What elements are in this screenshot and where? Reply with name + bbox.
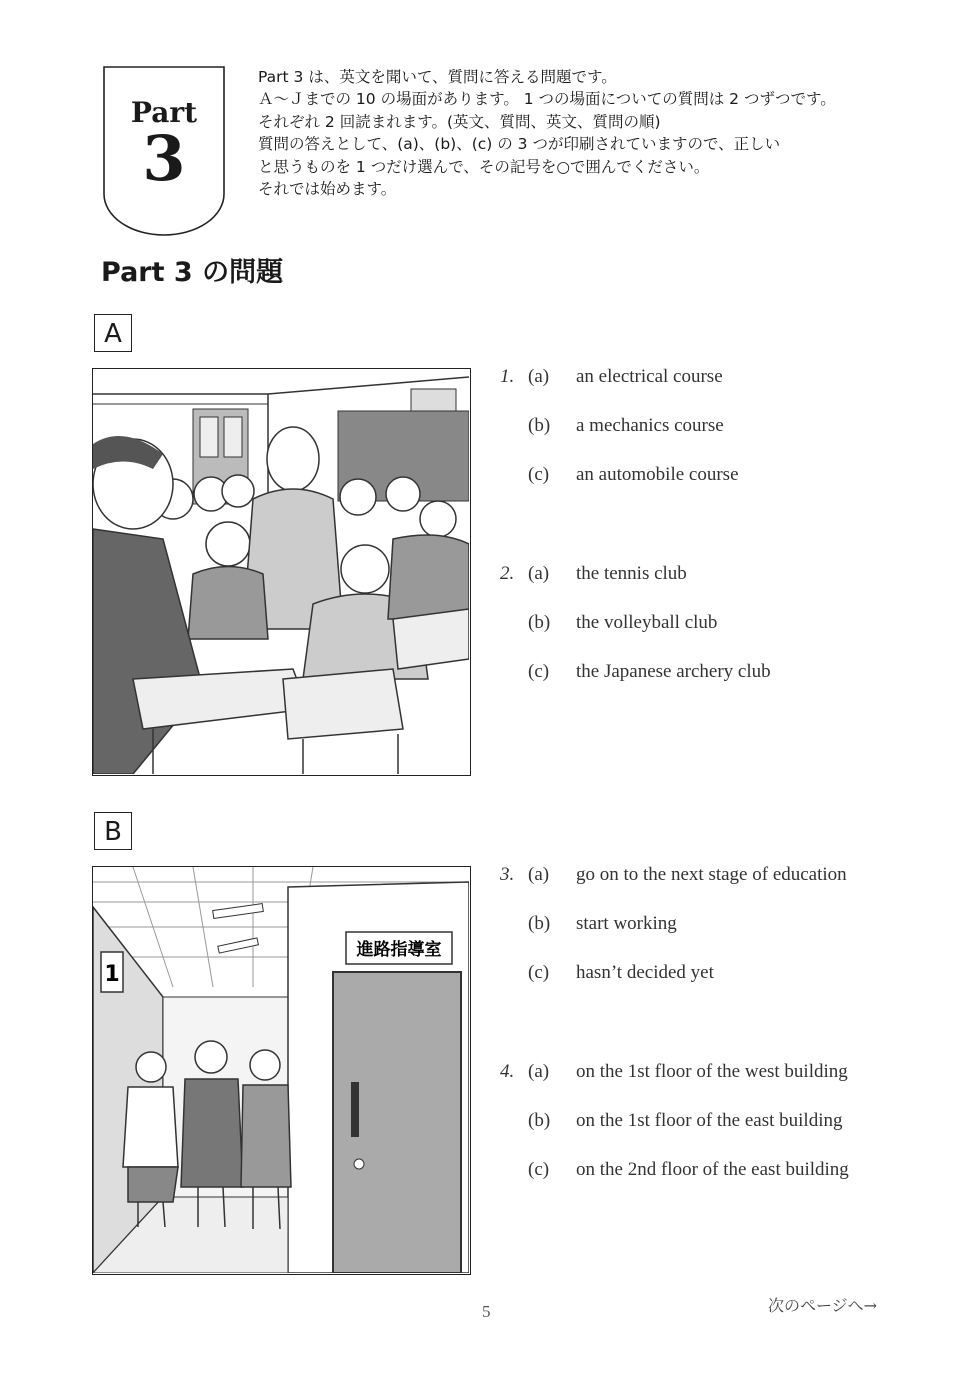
question-number: 3. — [500, 864, 515, 885]
question-number: 4. — [500, 1061, 515, 1082]
option-letter: (c) — [528, 464, 550, 485]
instruction-line: それでは始めます。 — [258, 180, 397, 199]
option-letter: (a) — [528, 1061, 550, 1082]
hallway-illustration — [92, 866, 471, 1275]
question-number: 1. — [500, 366, 515, 387]
section-heading: Part 3 の問題 — [101, 257, 284, 288]
option-text: go on to the next stage of education — [576, 864, 847, 885]
floor-sign: 1 — [104, 962, 120, 987]
classroom-drawing — [93, 369, 469, 774]
instruction-line: 質問の答えとして、(a)、(b)、(c) の 3 つが印刷されていますので、正しい — [258, 135, 781, 154]
option-text: on the 1st floor of the east building — [576, 1110, 843, 1131]
question-number: 2. — [500, 563, 515, 584]
option-letter: (c) — [528, 962, 550, 983]
option-letter: (b) — [528, 913, 551, 934]
option-text: the Japanese archery club — [576, 661, 771, 682]
instructions — [258, 66, 958, 200]
badge-number: 3 — [142, 122, 186, 195]
part-badge — [103, 66, 225, 236]
instruction-line: と思うものを 1 つだけ選んで、その記号を○で囲んでください。 — [258, 157, 710, 176]
option-letter: (b) — [528, 1110, 551, 1131]
next-page-note: 次のページへ→ — [768, 1296, 878, 1315]
option-letter: (a) — [528, 563, 550, 584]
option-letter: (b) — [528, 612, 551, 633]
scene-label-a: A — [94, 314, 132, 352]
option-text: an automobile course — [576, 464, 739, 485]
option-text: on the 2nd floor of the east building — [576, 1159, 849, 1180]
option-letter: (c) — [528, 1159, 550, 1180]
option-text: an electrical course — [576, 366, 723, 387]
option-text: on the 1st floor of the west building — [576, 1061, 848, 1082]
option-text: start working — [576, 913, 677, 934]
option-text: hasn’t decided yet — [576, 962, 714, 983]
badge-word: Part — [130, 96, 198, 129]
scene-label-b: B — [94, 812, 132, 850]
option-letter: (b) — [528, 415, 551, 436]
option-text: the volleyball club — [576, 612, 718, 633]
instruction-line: Ａ～Ｊまでの 10 の場面があります。 1 つの場面についての質問は 2 つずつです。 — [258, 90, 836, 109]
option-text: the tennis club — [576, 563, 687, 584]
door-sign: 進路指導室 — [356, 940, 442, 960]
option-letter: (a) — [528, 864, 550, 885]
option-letter: (c) — [528, 661, 550, 682]
hallway-drawing — [93, 867, 469, 1273]
option-letter: (a) — [528, 366, 550, 387]
page-number: 5 — [482, 1302, 491, 1321]
option-text: a mechanics course — [576, 415, 724, 436]
instruction-line: それぞれ 2 回読まれます。(英文、質問、英文、質問の順) — [258, 112, 661, 131]
instruction-line: Part 3 は、英文を聞いて、質問に答える問題です。 — [258, 68, 617, 86]
classroom-illustration — [92, 368, 471, 776]
